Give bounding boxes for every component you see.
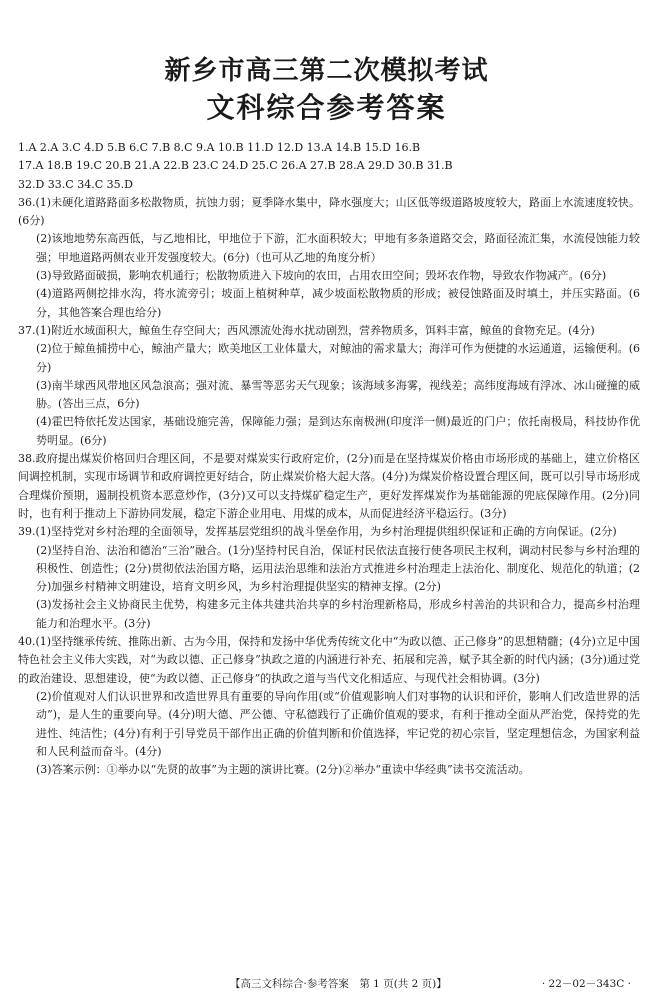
q38-answer: 38.政府提出煤炭价格回归合理区间，不是要对煤炭实行政府定价，(2分)而是在坚持煤炭价格由市场形成的基础上，建立价格区间调控机制，实现市场调节和政府调控更好结合，防止煤炭价格大起大落。(4分)为煤炭价格设置合理区间，既可以引导市场形成合理煤价预期，遏制投机资本恶意炒作，(3分)又可以支持煤矿稳定生产，更好发挥煤炭作为基础能源的兜底保障作用。(2分)同时，也有利于推动上下游协同发展，稳定下游企业用电、用煤的成本，从而促进经济平稳运行。(3分) bbox=[18, 452, 640, 520]
q37-part1: 37.(1)附近水域面积大，鲸鱼生存空间大；西风漂流处海水扰动剧烈，营养物质多，饵料丰富，鲸鱼的食物充足。(4分) bbox=[18, 323, 595, 337]
q39-part1: 39.(1)坚持党对乡村治理的全面领导，发挥基层党组织的战斗堡垒作用，为乡村治理提供组织保证和正确的方向保证。(2分) bbox=[18, 525, 617, 539]
answer-body bbox=[18, 139, 640, 779]
q39-part3: (3)发扬社会主义协商民主优势，构建多元主体共建共治共享的乡村治理新格局，形成乡村善治的共识和合力，提高乡村治理能力和治理水平。(3分) bbox=[36, 598, 640, 630]
q40-part3: (3)答案示例：①举办以“先贤的故事”为主题的演讲比赛。(2分)②举办“重读中华经典”读书交流活动。 bbox=[36, 763, 530, 777]
q40-part2: (2)价值观对人们认识世界和改造世界具有重要的导向作用(或“价值观影响人们对事物的认识和评价，影响人们改造世界的活动”)，是人生的重要向导。(4分)明大德、严公德、守私德践行了正确价值观的要求，有利于推动全面从严治党，保持党的先进性、纯洁性；(4分)有利于引导党员干部作出正确的价值判断和价值选择，牢记党的初心宗旨，坚定理想信念，为国家利益和人民利益而奋斗。(4分) bbox=[36, 689, 640, 758]
q36-part2: (2)该地地势东高西低，与乙地相比，甲地位于下游，汇水面积较大；甲地有多条道路交会，路面径流汇集，水流侵蚀能力较强；甲地道路两侧农业开发强度较大。(6分)（也可从乙地的角度分析） bbox=[36, 232, 640, 264]
q37-part3: (3)南半球西风带地区风急浪高；强对流、暴雪等恶劣天气现象；该海域多海雾，视线差；高纬度海域有浮冰、冰山碰撞的威胁。(答出三点，6分) bbox=[36, 378, 640, 411]
mc-answers-line-1: 1.A 2.A 3.C 4.D 5.B 6.C 7.B 8.C 9.A 10.B 11.D 12.D 13.A 14.B 15.D 16.B bbox=[18, 141, 421, 154]
mc-answers-line-2: 17.A 18.B 19.C 20.B 21.A 22.B 23.C 24.D 25.C 26.A 27.B 28.A 29.D 30.B 31.B bbox=[18, 159, 453, 173]
q40-part1: 40.(1)坚持继承传统、推陈出新、古为今用，保持和发扬中华优秀传统文化中“为政以德、正己修身”的思想精髓；(4分)立足中国特色社会主义伟大实践，对“为政以德、正己修身”执政之道的内涵进行补充、拓展和完善，赋予其全新的时代内涵；(3分)通过党的政治建设、思想建设，使“为政以德、正己修身”的执政之道与当代文化相适应、与现代社会相协调。(3分) bbox=[18, 635, 640, 685]
footer-page-label: 【高三文科综合·参考答案 第 1 页(共 2 页)】 bbox=[230, 978, 447, 990]
exam-title: 新乡市高三第二次模拟考试 bbox=[164, 56, 489, 86]
q36-part3: (3)导致路面破损，影响农机通行；松散物质进入下坡向的农田，占用农田空间；毁坏农作物，导致农作物减产。(6分) bbox=[36, 269, 607, 283]
page-footer bbox=[0, 976, 653, 996]
q39-part2: (2)坚持自治、法治和德治“三治”融合。(1分)坚持村民自治，保证村民依法直接行使各项民主权利，调动村民参与乡村治理的积极性、创造性；(2分)贯彻依法治国方略，运用法治思维和法治方式推进乡村治理走上法治化、制度化、规范化的轨道；(2分)加强乡村精神文明建设，培育文明乡风，为乡村治理提供坚实的精神支撑。(2分) bbox=[36, 543, 640, 594]
answer-key-title: 文科综合参考答案 bbox=[206, 91, 447, 124]
q37-part4: (4)霍巴特依托发达国家，基础设施完善，保障能力强；是到达东南极洲(印度洋一侧)最近的门户；依托南极局，科技协作优势明显。(6分) bbox=[36, 415, 640, 447]
footer-code: · 22－02－343C · bbox=[541, 978, 631, 990]
q36-part4: (4)道路两侧挖排水沟，将水流旁引；坡面上植树种草，减少坡面松散物质的形成；被侵蚀路面及时填土，并压实路面。(6分，其他答案合理也给分) bbox=[36, 287, 640, 319]
q37-part2: (2)位于鲸鱼捕捞中心，鲸油产量大；欧美地区工业体量大，对鲸油的需求量大；海洋可作为便捷的水运通道，运输便利。(6分) bbox=[36, 342, 640, 374]
mc-answers-line-3: 32.D 33.C 34.C 35.D bbox=[18, 177, 133, 191]
q36-part1: 36.(1)未硬化道路路面多松散物质，抗蚀力弱；夏季降水集中，降水强度大；山区低等级道路坡度较大，路面上水流速度较快。(6分) bbox=[18, 195, 640, 228]
